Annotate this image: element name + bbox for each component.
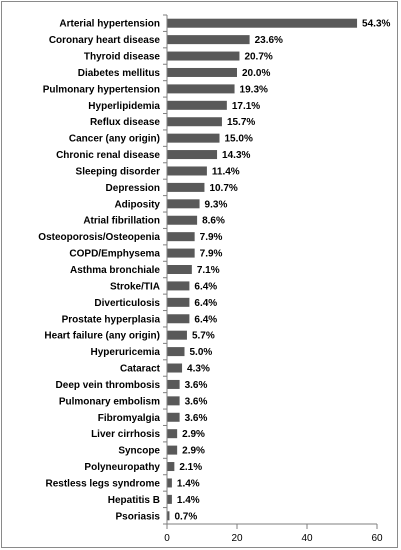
value-label-23: 3.6% <box>184 396 208 408</box>
value-label-22: 3.6% <box>184 379 208 391</box>
bar-5 <box>167 101 227 110</box>
bar-8 <box>167 150 217 159</box>
value-label-20: 5.0% <box>189 347 213 359</box>
value-label-7: 15.0% <box>224 133 253 145</box>
category-label-10: Depression <box>105 182 160 194</box>
value-label-1: 23.6% <box>254 35 283 47</box>
value-label-8: 14.3% <box>222 150 251 162</box>
bar-20 <box>167 347 185 356</box>
category-label-24: Fibromyalgia <box>97 412 160 424</box>
category-label-11: Adiposity <box>114 199 160 211</box>
category-label-25: Liver cirrhosis <box>91 429 160 441</box>
value-label-29: 1.4% <box>176 494 200 506</box>
category-label-30: Psoriasis <box>115 511 160 523</box>
bar-17 <box>167 298 189 307</box>
bar-0 <box>167 19 357 28</box>
bar-25 <box>167 429 177 438</box>
value-label-4: 19.3% <box>239 84 268 96</box>
category-label-18: Prostate hyperplasia <box>61 314 160 326</box>
bar-22 <box>167 380 180 389</box>
category-label-22: Deep vein thrombosis <box>55 379 160 391</box>
bar-7 <box>167 134 220 143</box>
category-label-7: Cancer (any origin) <box>68 133 160 145</box>
category-label-21: Cataract <box>119 363 160 375</box>
value-label-15: 7.1% <box>196 265 220 276</box>
bar-24 <box>167 413 180 422</box>
bar-28 <box>167 478 172 487</box>
value-label-2: 20.7% <box>244 51 273 63</box>
category-label-4: Pulmonary hypertension <box>42 84 160 96</box>
x-tick-label-2: 40 <box>301 533 313 544</box>
value-label-21: 4.3% <box>187 363 210 375</box>
bar-26 <box>167 446 177 455</box>
bar-21 <box>167 364 182 373</box>
category-label-29: Hepatitis B <box>107 494 160 506</box>
value-label-11: 9.3% <box>204 199 228 211</box>
bar-3 <box>167 68 237 77</box>
bar-10 <box>167 183 204 192</box>
value-label-30: 0.7% <box>174 511 198 523</box>
value-label-12: 8.6% <box>202 215 225 227</box>
category-label-3: Diabetes mellitus <box>77 67 160 79</box>
category-label-1: Coronary heart disease <box>48 35 160 47</box>
value-label-10: 10.7% <box>209 182 238 194</box>
value-label-14: 7.9% <box>199 248 223 260</box>
value-label-18: 6.4% <box>194 314 218 326</box>
bar-12 <box>167 216 197 225</box>
bar-27 <box>167 462 174 471</box>
category-label-0: Arterial hypertension <box>59 18 160 30</box>
value-label-9: 11.4% <box>211 166 240 178</box>
bar-14 <box>167 249 195 258</box>
bar-13 <box>167 232 195 241</box>
category-label-2: Thyroid disease <box>83 51 160 63</box>
x-tick-label-3: 60 <box>371 533 383 544</box>
bar-11 <box>167 199 200 208</box>
value-label-16: 6.4% <box>194 281 218 293</box>
category-label-26: Syncope <box>118 445 160 457</box>
category-label-27: Polyneuropathy <box>84 462 160 474</box>
value-label-27: 2.1% <box>179 462 203 474</box>
category-label-8: Chronic renal disease <box>56 150 160 162</box>
bar-6 <box>167 117 222 126</box>
category-label-13: Osteoporosis/Osteopenia <box>38 232 160 244</box>
value-label-0: 54.3% <box>362 18 391 30</box>
value-label-17: 6.4% <box>194 297 218 309</box>
category-label-28: Restless legs syndrome <box>45 478 160 490</box>
value-label-26: 2.9% <box>182 445 205 457</box>
category-label-16: Stroke/TIA <box>109 281 160 293</box>
category-label-12: Atrial fibrillation <box>83 215 160 227</box>
category-label-19: Heart failure (any origin) <box>44 330 160 342</box>
category-label-14: COPD/Emphysema <box>69 248 160 260</box>
category-label-9: Sleeping disorder <box>75 166 160 178</box>
category-label-5: Hyperlipidemia <box>88 100 160 112</box>
bar-19 <box>167 331 187 340</box>
category-label-6: Reflux disease <box>89 117 160 129</box>
bar-18 <box>167 314 189 323</box>
bar-29 <box>167 495 172 504</box>
value-label-13: 7.9% <box>199 232 223 244</box>
value-label-3: 20.0% <box>242 67 271 79</box>
x-tick-label-0: 0 <box>164 533 170 544</box>
value-label-24: 3.6% <box>184 412 208 424</box>
value-label-19: 5.7% <box>191 330 215 342</box>
category-label-20: Hyperuricemia <box>90 347 160 359</box>
bar-1 <box>167 35 250 44</box>
value-label-25: 2.9% <box>182 429 205 441</box>
bar-16 <box>167 281 189 290</box>
value-label-28: 1.4% <box>176 478 200 490</box>
bar-15 <box>167 265 192 274</box>
bar-2 <box>167 52 239 61</box>
value-label-5: 17.1% <box>231 100 261 112</box>
category-label-17: Diverticulosis <box>94 297 160 309</box>
category-label-23: Pulmonary embolism <box>58 396 160 408</box>
value-label-6: 15.7% <box>226 117 256 129</box>
bar-4 <box>167 84 235 93</box>
bar-23 <box>167 396 180 405</box>
category-label-15: Asthma bronchiale <box>69 265 160 276</box>
x-tick-label-1: 20 <box>231 533 243 544</box>
bar-9 <box>167 166 207 175</box>
